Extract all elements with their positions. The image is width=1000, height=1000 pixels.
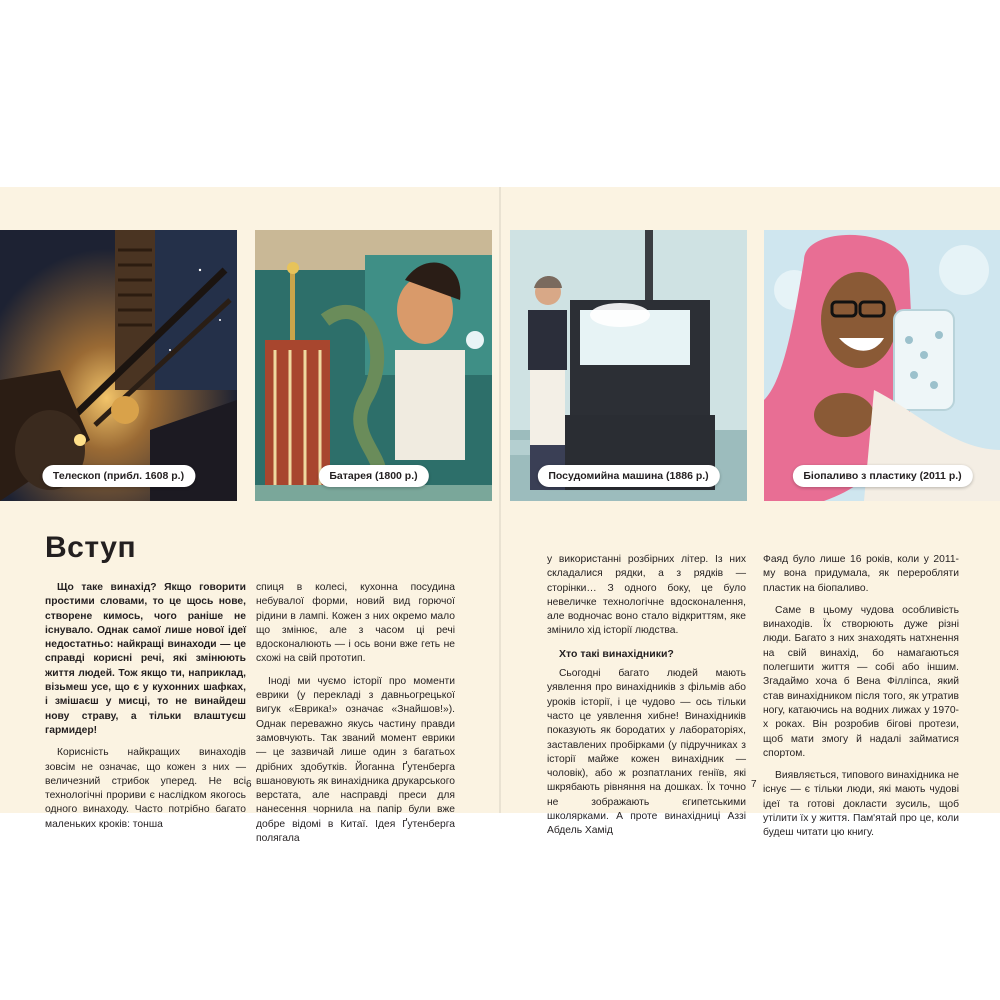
page-number-right: 7 xyxy=(751,779,757,790)
intro-paragraph: Що таке винахід? Якщо говорити простими словами, то це щось нове, створене кимось, чого раніше не існувало. Однак самої лише нової ідеї недостатньо: найкращі винаходи — це справді корисні речі, які змінюють життя людей. Тож якщо ти, наприклад, візьмеш усе, що є у кухонних шафках, і змішаєш у мисці, то не винайдеш нову страву, а тільки влаштуєш гармидер! xyxy=(45,582,246,736)
dishwasher-scene-image xyxy=(510,230,747,501)
text-column-4 xyxy=(763,553,959,849)
dishwasher-caption: Посудомийна машина (1886 р.) xyxy=(537,465,719,487)
body-paragraph: Сьогодні багато людей мають уявлення про винахідників з фільмів або уроків історії, і це чудово — ось тільки часто це уявлення хибне! Винахідників показують як бородатих у лабораторіях, заставлених пробірками (у підручниках з історії майже кожен винахідник — чоловік), або ж розпатланих геніїв, які шкрябають рівняння на дошках. Їх точно не зображають єгипетськими школярками. А проте винахідниці Аззі Абдель Хамід xyxy=(547,668,746,837)
book-spread xyxy=(0,187,1000,845)
body-paragraph: Іноді ми чуємо історії про моменти еврики (у перекладі з давньогрецької вигук «Еврика!» означає «Знайшов!»). Однак переважно якусь частину правди замовчують. Так званий момент еврики — це зазвичай лише один з багатьох дрібних здобутків. Йоганна Ґутенберга вшановують як винахідника друкарського верстата, але насправді преси для нанесення чорнила на папір були вже добре відомі в Китаї. Ідея Ґутенберга полягала xyxy=(256,675,455,845)
body-paragraph: Саме в цьому чудова особливість винаходів. Їх створюють дуже різні люди. Багато з них знаходять натхнення на свій винахід, бо намагаються полегшити життя — собі або іншим. Згадаймо хоча б Вена Філліпса, який став винахідником після того, як утратив ногу, катаючись на водних лижах у 1970-х роках. Він розробив бігові протези, щоб мати змогу й надалі займатися спортом. xyxy=(763,604,959,759)
battery-caption: Батарея (1800 р.) xyxy=(318,465,428,487)
telescope-scene-image xyxy=(0,230,237,501)
section-heading: Хто такі винахідники? xyxy=(559,647,674,660)
text-column-1 xyxy=(45,581,246,840)
body-paragraph: Фаяд було лише 16 років, коли у 2011-му вона придумала, як переробляти пластик на біопаливо. xyxy=(763,554,959,594)
dishwasher-illustration xyxy=(510,230,747,501)
biofuel-caption: Біопаливо з пластику (2011 р.) xyxy=(792,465,972,487)
biofuel-scene-image xyxy=(764,230,1000,501)
telescope-caption: Телескоп (прибл. 1608 р.) xyxy=(42,465,195,487)
page-number-left: 6 xyxy=(246,779,252,790)
battery-scene-image xyxy=(255,230,492,501)
biofuel-illustration xyxy=(764,230,1000,501)
battery-illustration xyxy=(255,230,492,501)
body-paragraph: Виявляється, типового винахідника не існує — є тільки люди, які мають чудові ідеї та готові докласти зусиль, щоб утілити їх у життя. Пам'ятай про це, коли будеш читати цю книгу. xyxy=(763,770,960,839)
body-paragraph: спиця в колесі, кухонна посудина небувалої форми, новий вид горючої рідини в лампі. Кожен з них окремо мало що змінює, але з часом ці речі вдосконалюють — і ось вони вже геть не схожі на свій прототип. xyxy=(256,582,455,665)
body-paragraph: у використанні розбірних літер. Із них складалися рядки, а з рядків — сторінки… З одного боку, це було невеличке технологічне вдосконалення, але водночас воно стало відкриттям, яке змінило хід історії людства. xyxy=(547,554,746,637)
text-column-2 xyxy=(256,581,455,854)
book-gutter xyxy=(499,187,501,813)
page-title: Вступ xyxy=(45,531,137,564)
body-paragraph: Корисність найкращих винаходів зовсім не означає, що кожен з них — величезний стрибок уперед. Не всі технологічні прориви є наслідком якогось одного винаходу. Часто потрібно багато маленьких кроків: тонша xyxy=(45,747,246,830)
telescope-illustration xyxy=(0,230,237,501)
text-column-3 xyxy=(547,553,746,847)
